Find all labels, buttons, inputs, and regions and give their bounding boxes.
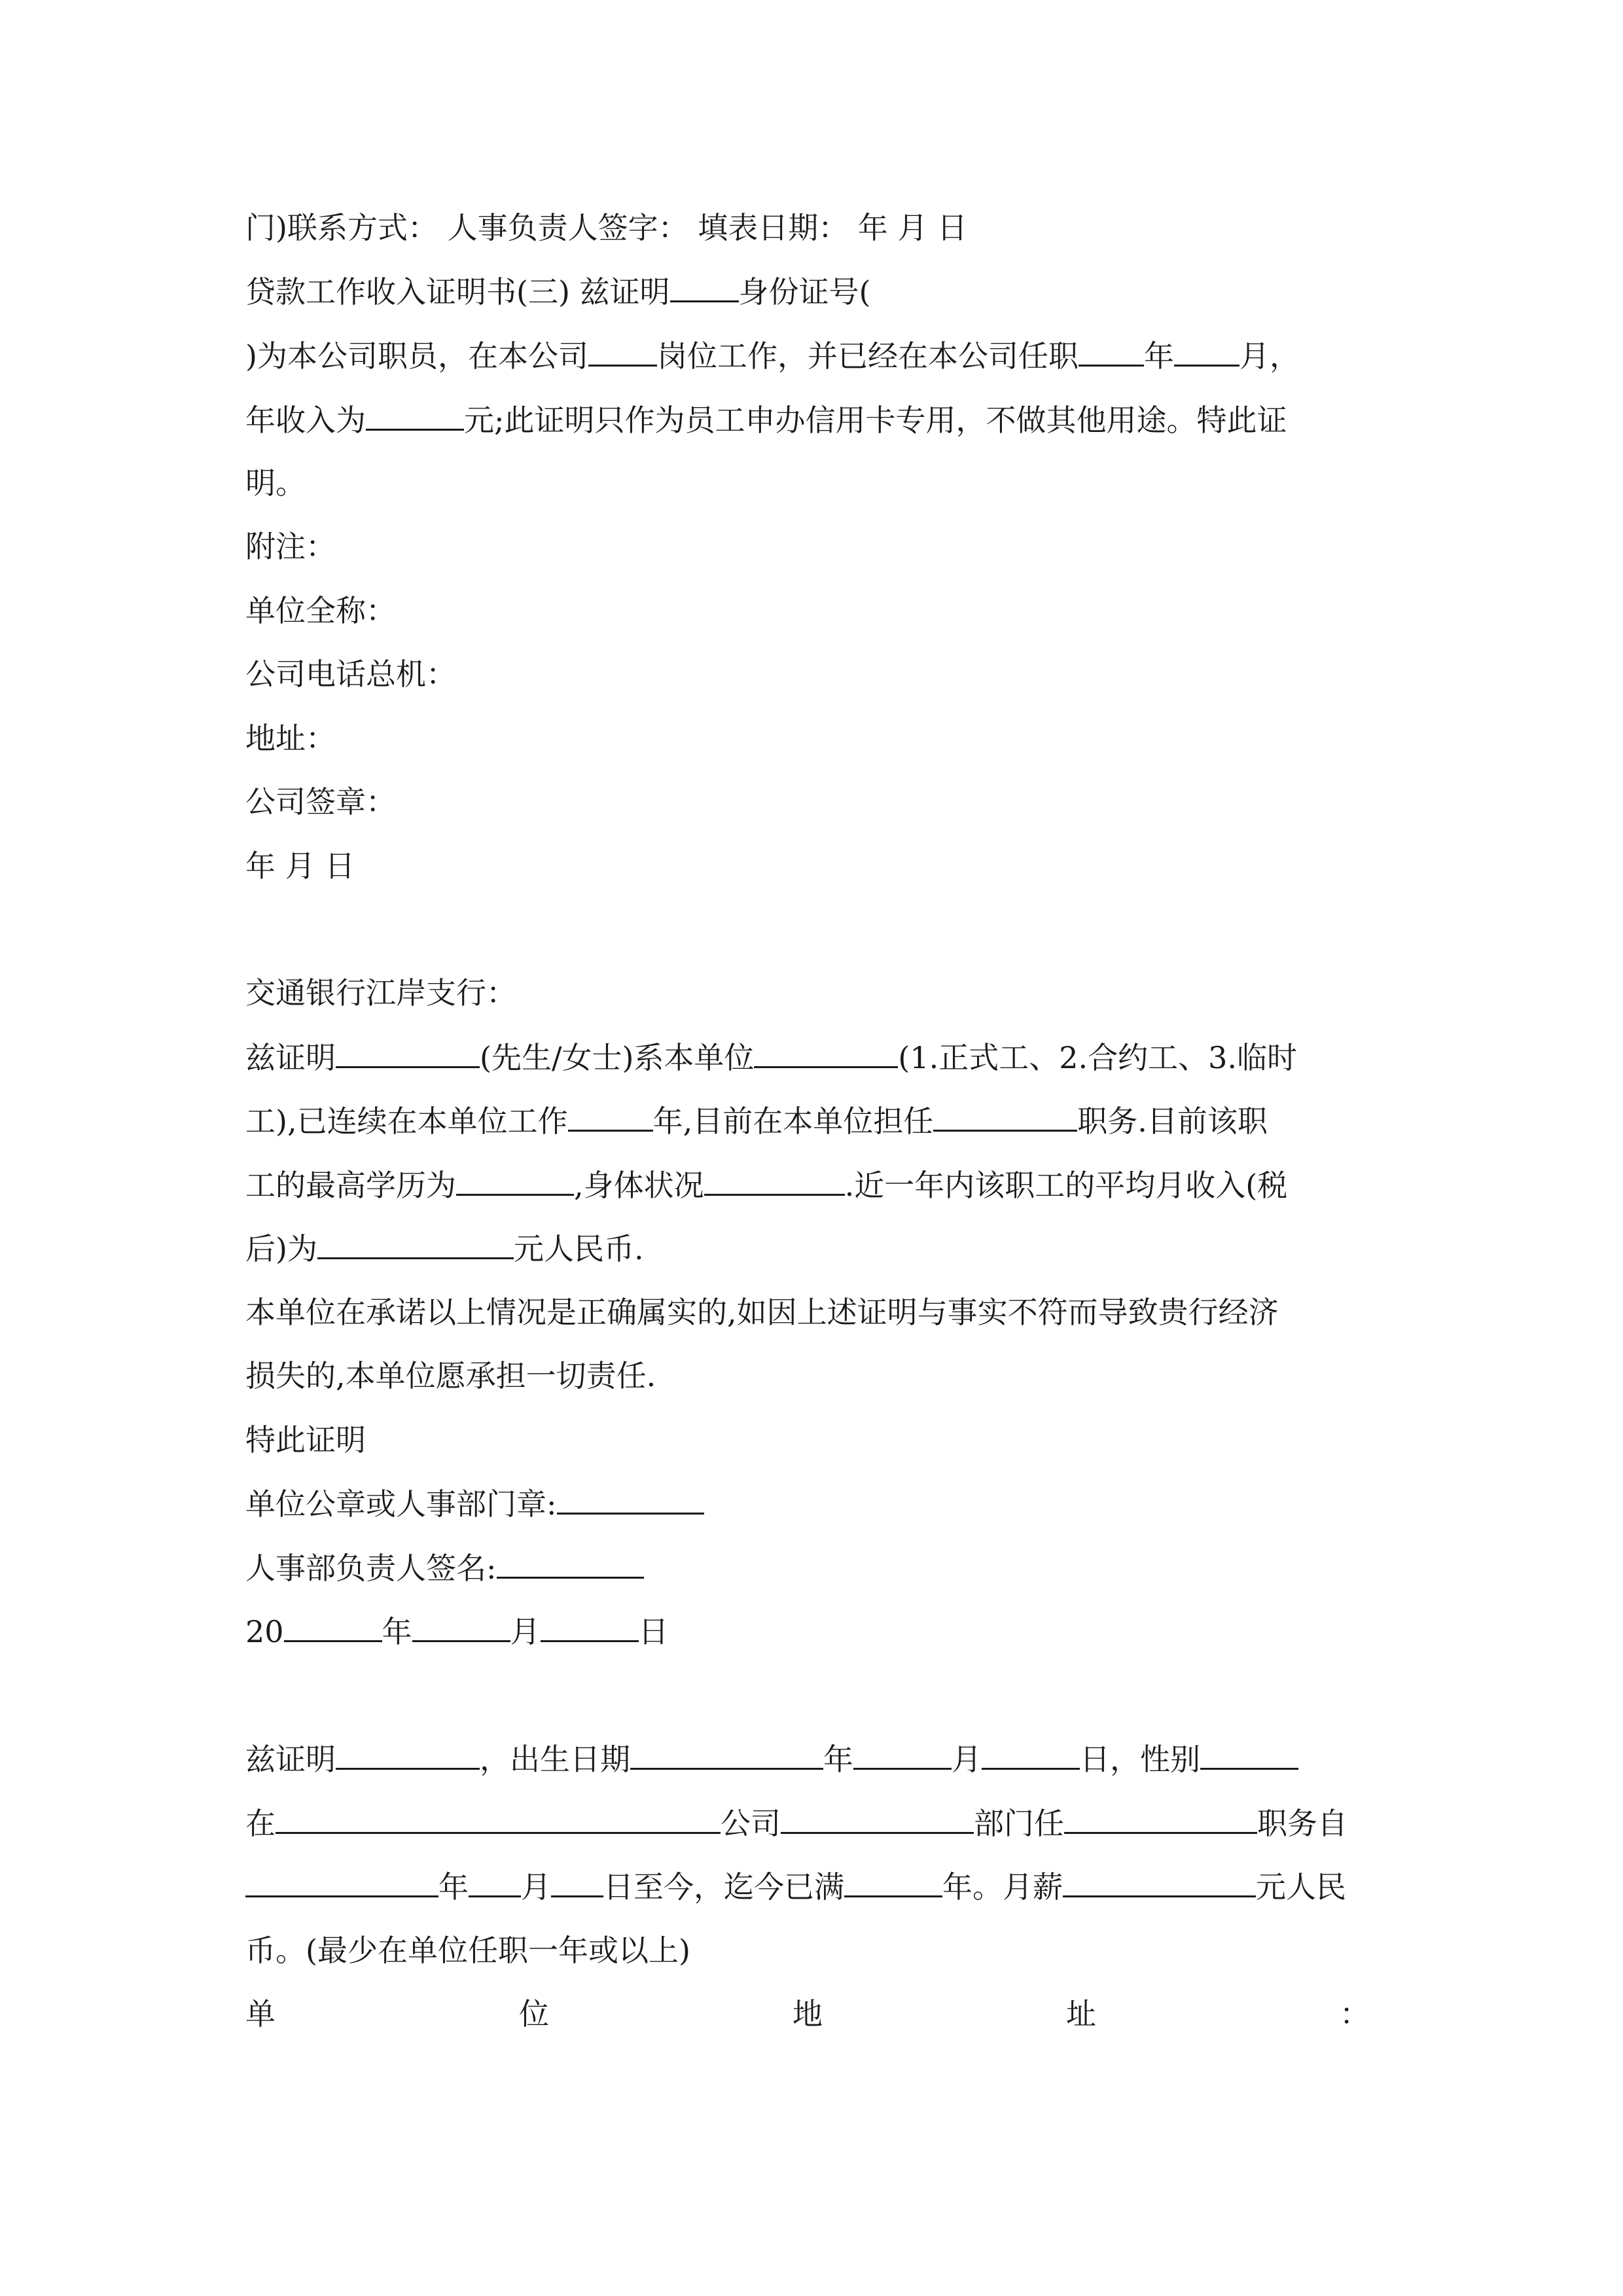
bank-cert-text-4a: 后)为 bbox=[245, 1231, 317, 1266]
bank-cert-line-1 bbox=[245, 1037, 1297, 1077]
years-served-blank[interactable] bbox=[844, 1867, 942, 1897]
address-colon: ： bbox=[1340, 1996, 1370, 2032]
employment-text-d: 月， bbox=[1239, 338, 1300, 374]
salary-cert-text-1d: 月 bbox=[952, 1742, 982, 1777]
year-blank[interactable] bbox=[284, 1611, 382, 1642]
bank-cert-text-1a: 兹证明 bbox=[245, 1040, 336, 1075]
date-prefix: 20 bbox=[245, 1614, 284, 1649]
salary-cert-line-3 bbox=[245, 1867, 1346, 1907]
day-label: 日 bbox=[638, 1614, 669, 1649]
cert-title-suffix: 身份证号( bbox=[738, 274, 871, 310]
birth-year-blank[interactable] bbox=[630, 1739, 823, 1770]
hr-signature-label: 人事部负责人签名: bbox=[245, 1551, 497, 1586]
address-char-2: 位 bbox=[519, 1996, 549, 2032]
employment-text-a: )为本公司职员，在本公司 bbox=[245, 338, 588, 374]
bank-cert-text-3c: .近一年内该职工的平均月收入(税 bbox=[844, 1168, 1288, 1203]
health-blank[interactable] bbox=[704, 1165, 845, 1196]
annual-income-blank[interactable] bbox=[366, 400, 464, 431]
cert-title-line bbox=[245, 272, 870, 312]
paragraph-end: 明。 bbox=[245, 465, 306, 501]
start-month-blank[interactable] bbox=[469, 1867, 521, 1897]
address-char-3: 地 bbox=[793, 1996, 823, 2032]
company-name-blank[interactable] bbox=[276, 1803, 721, 1834]
phone-label: 公司电话总机： bbox=[245, 656, 456, 692]
employee-name-blank[interactable] bbox=[336, 1037, 480, 1068]
income-line bbox=[245, 400, 1287, 440]
employment-type-blank[interactable] bbox=[754, 1037, 898, 1068]
salary-cert-line-2 bbox=[245, 1803, 1347, 1843]
education-blank[interactable] bbox=[456, 1165, 574, 1196]
bank-cert-text-3b: ,身体状况 bbox=[574, 1168, 704, 1203]
commitment-line-1: 本单位在承诺以上情况是正确属实的,如因上述证明与事实不符而导致贵行经济 bbox=[245, 1295, 1279, 1330]
unit-seal-line bbox=[245, 1484, 704, 1524]
bank-cert-text-4b: 元人民币. bbox=[513, 1231, 644, 1266]
department-blank[interactable] bbox=[781, 1803, 974, 1834]
commitment-line-2: 损失的,本单位愿承担一切责任. bbox=[245, 1358, 656, 1393]
birth-day-blank[interactable] bbox=[982, 1739, 1080, 1770]
bank-cert-date bbox=[245, 1611, 669, 1651]
job-title-blank[interactable] bbox=[933, 1101, 1077, 1132]
employment-line bbox=[245, 336, 1300, 376]
salary-cert-text-1c: 年 bbox=[823, 1742, 853, 1777]
income-text-b: 元;此证明只作为员工申办信用卡专用，不做其他用途。特此证 bbox=[464, 403, 1287, 438]
month-label: 月 bbox=[510, 1614, 541, 1649]
day-blank[interactable] bbox=[541, 1611, 639, 1642]
recipient: 交通银行江岸支行： bbox=[245, 975, 516, 1011]
bank-cert-text-3a: 工的最高学历为 bbox=[245, 1168, 456, 1203]
salary-cert-text-2a: 在 bbox=[245, 1806, 276, 1841]
birth-month-blank[interactable] bbox=[853, 1739, 952, 1770]
tenure-year-blank[interactable] bbox=[1079, 336, 1144, 367]
bank-cert-line-4 bbox=[245, 1229, 644, 1268]
hereby-certify: 特此证明 bbox=[245, 1422, 366, 1458]
start-year-blank[interactable] bbox=[245, 1867, 438, 1897]
salary-cert-text-3a: 年 bbox=[438, 1869, 469, 1905]
salary-cert-text-1b: ，出生日期 bbox=[480, 1742, 630, 1777]
salary-cert-text-3d: 年。月薪 bbox=[942, 1869, 1063, 1905]
bank-cert-text-2b: 年,目前在本单位担任 bbox=[652, 1103, 934, 1139]
salary-cert-text-2b: 公司 bbox=[721, 1806, 781, 1841]
date-line: 年 月 日 bbox=[245, 848, 355, 884]
monthly-income-blank[interactable] bbox=[317, 1229, 514, 1259]
address-label: 地址： bbox=[245, 721, 336, 756]
unit-seal-label: 单位公章或人事部门章: bbox=[245, 1486, 557, 1522]
salary-cert-text-3b: 月 bbox=[521, 1869, 551, 1905]
address-char-1: 单 bbox=[245, 1996, 276, 2032]
employment-text-b: 岗位工作，并已经在本公司任职 bbox=[656, 338, 1079, 374]
unit-seal-blank[interactable] bbox=[557, 1484, 704, 1515]
company-seal-label: 公司签章： bbox=[245, 784, 396, 819]
bank-cert-text-2c: 职务.目前该职 bbox=[1077, 1103, 1268, 1139]
bank-cert-line-3 bbox=[245, 1165, 1287, 1205]
income-text-a: 年收入为 bbox=[245, 403, 366, 438]
person-name-blank[interactable] bbox=[336, 1739, 480, 1770]
employment-text-c: 年 bbox=[1143, 338, 1174, 374]
bank-cert-line-2 bbox=[245, 1101, 1268, 1141]
bank-cert-text-1b: (先生/女士)系本单位 bbox=[480, 1040, 755, 1075]
tenure-month-blank[interactable] bbox=[1174, 336, 1240, 367]
salary-cert-text-3c: 日至今，迄今已满 bbox=[603, 1869, 844, 1905]
year-label: 年 bbox=[382, 1614, 412, 1649]
unit-name-label: 单位全称： bbox=[245, 593, 396, 628]
salary-cert-text-2c: 部门任 bbox=[974, 1806, 1064, 1841]
cert-title-prefix: 贷款工作收入证明书(三) 兹证明 bbox=[245, 274, 670, 310]
bank-cert-text-1c: (1.正式工、2.合约工、3.临时 bbox=[898, 1040, 1298, 1075]
bank-cert-text-2a: 工),已连续在本单位工作 bbox=[245, 1103, 568, 1139]
unit-address-line bbox=[245, 1994, 1370, 2034]
name-blank[interactable] bbox=[670, 272, 739, 302]
gender-blank[interactable] bbox=[1200, 1739, 1298, 1770]
contact-line: 门)联系方式： 人事负责人签字： 填表日期： 年 月 日 bbox=[245, 210, 968, 245]
month-blank[interactable] bbox=[412, 1611, 510, 1642]
address-char-4: 址 bbox=[1066, 1996, 1096, 2032]
position-blank[interactable] bbox=[588, 336, 657, 367]
salary-cert-line-4: 币。(最少在单位任职一年或以上) bbox=[245, 1933, 690, 1968]
position-title-blank[interactable] bbox=[1064, 1803, 1257, 1834]
salary-cert-text-2d: 职务自 bbox=[1257, 1806, 1347, 1841]
salary-cert-text-3e: 元人民 bbox=[1256, 1869, 1346, 1905]
salary-cert-text-1a: 兹证明 bbox=[245, 1742, 336, 1777]
start-day-blank[interactable] bbox=[551, 1867, 603, 1897]
salary-cert-text-1e: 日，性别 bbox=[1080, 1742, 1200, 1777]
hr-signature-line bbox=[245, 1548, 644, 1588]
note-label: 附注： bbox=[245, 529, 336, 564]
salary-cert-line-1 bbox=[245, 1739, 1298, 1779]
hr-signature-blank[interactable] bbox=[497, 1548, 644, 1579]
years-worked-blank[interactable] bbox=[568, 1101, 653, 1132]
monthly-salary-blank[interactable] bbox=[1063, 1867, 1256, 1897]
